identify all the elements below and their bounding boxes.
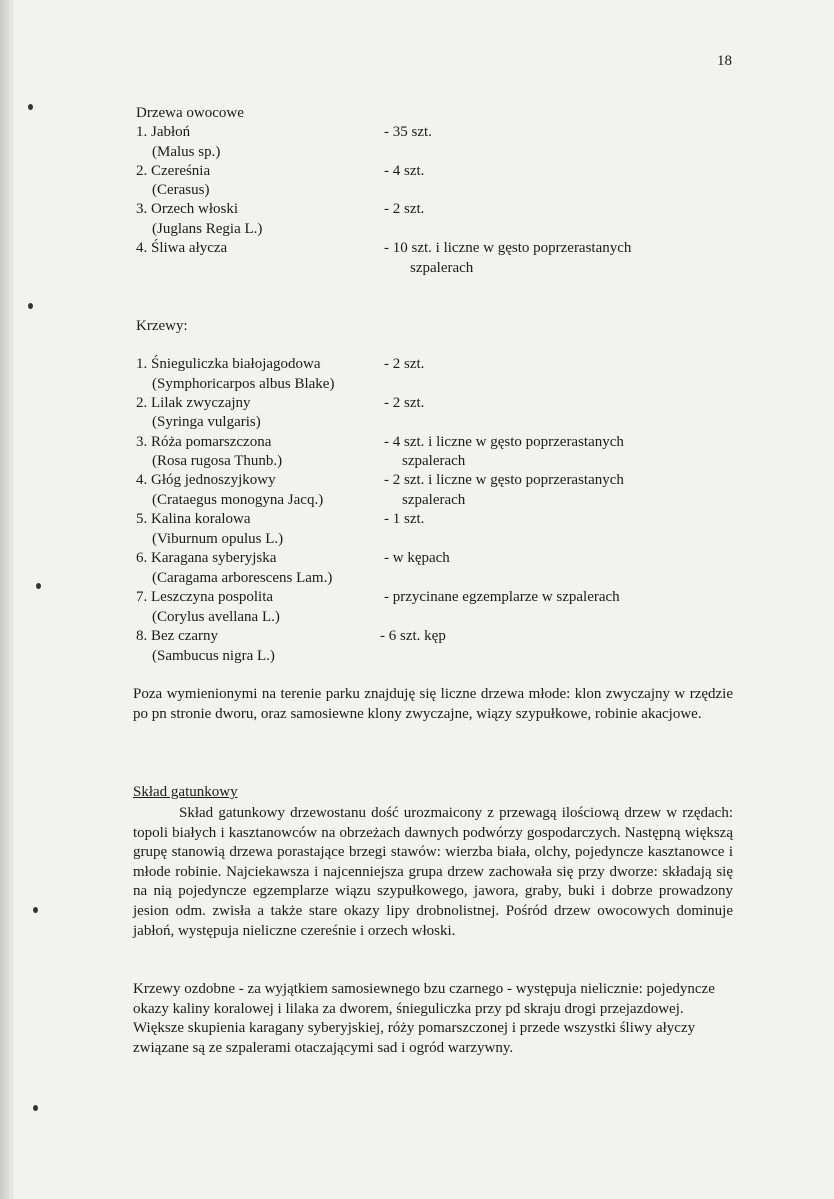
scan-edge-shadow <box>0 0 14 1199</box>
shrub-quantity: - 2 szt. i liczne w gęsto poprzerastanych <box>384 472 624 488</box>
shrub-latin: (Syringa vulgaris) <box>152 414 261 430</box>
shrub-latin: (Sambucus nigra L.) <box>152 648 275 664</box>
shrub-name: 6. Karagana syberyjska <box>136 550 277 566</box>
shrub-name: 2. Lilak zwyczajny <box>136 395 251 411</box>
shrub-quantity: - w kępach <box>384 550 450 566</box>
binding-hole-mark <box>28 104 33 110</box>
fruit-tree-latin: (Malus sp.) <box>152 144 221 160</box>
shrub-latin: (Caragama arborescens Lam.) <box>152 570 333 586</box>
shrub-quantity: - 2 szt. <box>384 356 425 372</box>
shrubs-title: Krzewy: <box>136 318 188 334</box>
fruit-tree-quantity-cont: szpalerach <box>410 260 474 276</box>
section-heading: Skład gatunkowy <box>133 784 238 800</box>
binding-hole-mark <box>33 907 38 913</box>
fruit-tree-name: 2. Czereśnia <box>136 163 211 179</box>
shrub-quantity: - 1 szt. <box>384 511 425 527</box>
shrub-latin: (Crataegus monogyna Jacq.) <box>152 492 324 508</box>
fruit-tree-quantity: - 2 szt. <box>384 201 425 217</box>
shrub-name: 4. Głóg jednoszyjkowy <box>136 472 276 488</box>
fruit-tree-quantity: - 10 szt. i liczne w gęsto poprzerastanych <box>384 240 632 256</box>
paragraph-shrubs-text: Krzewy ozdobne - za wyjątkiem samosiewnego bzu czarnego - występuja nielicznie: pojedyncze okazy kaliny koralowej i lilaka za dworem, śnieguliczka przy pd skraju drogi przejazdowej. Większe skupienia karagany syberyjskiej, róży pomarszczonej i przede wszystki śliwy ałyczy związane są ze szpalerami otaczającymi sad i ogród warzywny. <box>133 981 715 1056</box>
shrub-quantity: - 2 szt. <box>384 395 425 411</box>
fruit-tree-quantity: - 4 szt. <box>384 163 425 179</box>
fruit-tree-latin: (Juglans Regia L.) <box>152 221 263 237</box>
shrub-quantity-cont: szpalerach <box>402 492 466 508</box>
shrub-latin: (Rosa rugosa Thunb.) <box>152 453 283 469</box>
paragraph-species-composition-text: Skład gatunkowy drzewostanu dość urozmaicony z przewagą ilościową drzew w rzędach: topoli białych i kasztanowców na obrzeżach dawnych podwórzy gospodarczych. Następną większą grupę stanowią drzewa porastające brzegi stawów: wierzba biała, olchy, pojedyncze kasztanowce i młode robinie. Najciekawsza i najcenniejsza grupa drzew zachowała się przy dworze: składają się na nią pojedyncze egzemplarze wiązu szypułkowego, jawora, graby, buki i dobrze prowadzony jesion odm. zwisła a także stare okazy lipy drobnolistnej. Pośród drzew owocowych dominuje jabłoń, występuja nieliczne czereśnie i orzech włoski. <box>133 805 733 939</box>
binding-hole-mark <box>36 583 41 589</box>
paragraph-shrubs <box>133 980 731 1058</box>
shrub-name: 1. Śnieguliczka białojagodowa <box>136 356 321 372</box>
fruit-tree-latin: (Cerasus) <box>152 182 210 198</box>
binding-hole-mark <box>28 303 33 309</box>
shrub-latin: (Symphoricarpos albus Blake) <box>152 376 335 392</box>
shrub-latin: (Viburnum opulus L.) <box>152 531 284 547</box>
fruit-tree-name: 4. Śliwa ałycza <box>136 240 228 256</box>
shrub-name: 7. Leszczyna pospolita <box>136 589 274 605</box>
shrub-quantity: - 6 szt. kęp <box>380 628 446 644</box>
fruit-tree-name: 1. Jabłoń <box>136 124 191 140</box>
shrub-quantity: - przycinane egzemplarze w szpalerach <box>384 589 620 605</box>
paragraph-young-trees: Poza wymienionymi na terenie parku znajduję się liczne drzewa młode: klon zwyczajny w rzędzie po pn stronie dworu, oraz samosiewne klony zwyczajne, wiązy szypułkowe, robinie akacjowe. <box>133 686 733 722</box>
paragraph-species-composition <box>133 804 733 941</box>
shrub-latin: (Corylus avellana L.) <box>152 609 280 625</box>
shrub-name: 3. Róża pomarszczona <box>136 434 272 450</box>
shrub-name: 8. Bez czarny <box>136 628 219 644</box>
fruit-trees-title: Drzewa owocowe <box>136 105 244 121</box>
fruit-tree-quantity: - 35 szt. <box>384 124 432 140</box>
fruit-tree-name: 3. Orzech włoski <box>136 201 239 217</box>
shrub-quantity: - 4 szt. i liczne w gęsto poprzerastanych <box>384 434 624 450</box>
shrub-quantity-cont: szpalerach <box>402 453 466 469</box>
page-number: 18 <box>717 53 732 69</box>
binding-hole-mark <box>33 1105 38 1111</box>
shrub-name: 5. Kalina koralowa <box>136 511 251 527</box>
